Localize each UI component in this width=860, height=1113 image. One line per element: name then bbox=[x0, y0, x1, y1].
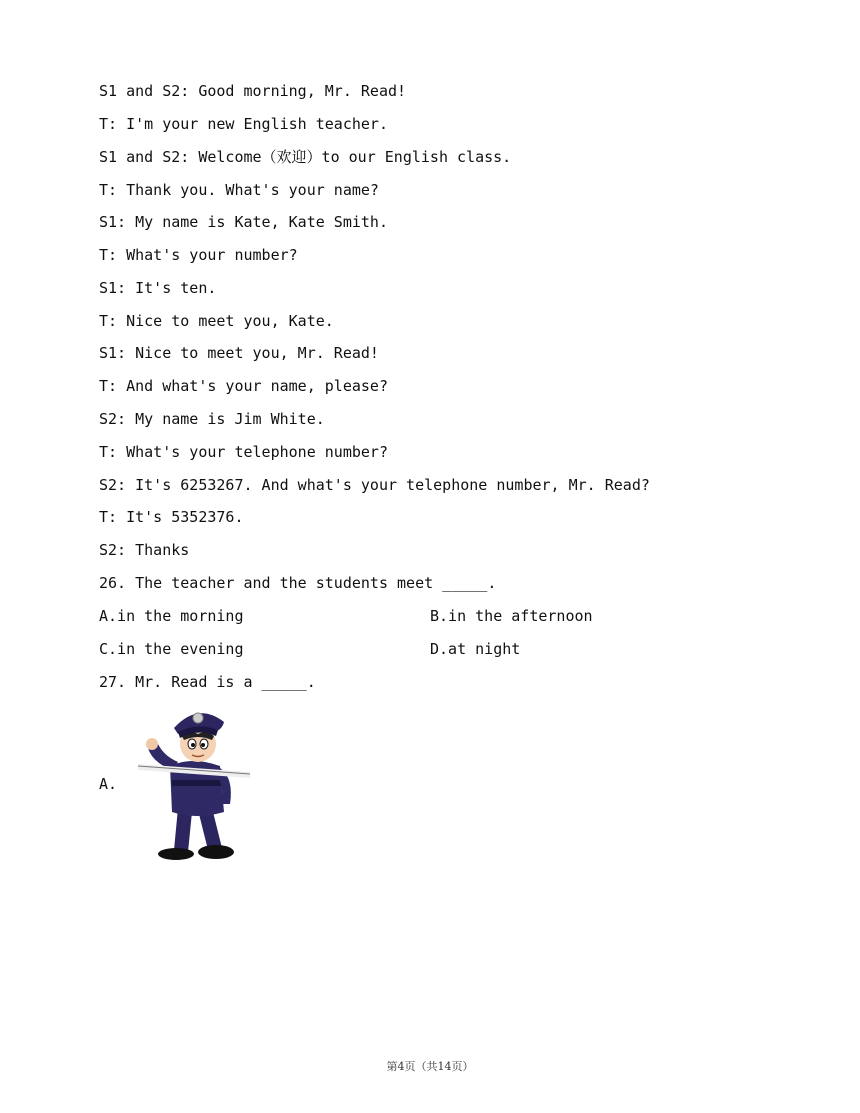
dialogue-line-2: T: I'm your new English teacher. bbox=[99, 115, 388, 133]
dialogue-line-6: T: What's your number? bbox=[99, 246, 298, 264]
question-26-option-b: B.in the afternoon bbox=[430, 607, 593, 625]
page-number: 第4页（共14页） bbox=[386, 1060, 474, 1073]
dialogue-line-9: S1: Nice to meet you, Mr. Read! bbox=[99, 344, 379, 362]
question-26-option-d: D.at night bbox=[430, 640, 521, 658]
dialogue-line-4: T: Thank you. What's your name? bbox=[99, 181, 379, 199]
dialogue-line-13: S2: It's 6253267. And what's your telephone number, Mr. Read? bbox=[99, 476, 650, 494]
dialogue-line-12: T: What's your telephone number? bbox=[99, 443, 388, 461]
dialogue-line-3: S1 and S2: Welcome（欢迎）to our English class. bbox=[99, 148, 512, 166]
question-26-option-a: A.in the morning bbox=[99, 607, 244, 625]
question-27-stem: 27. Mr. Read is a _____. bbox=[99, 673, 316, 691]
question-27-option-a-label: A. bbox=[99, 775, 118, 793]
question-26-stem: 26. The teacher and the students meet _____. bbox=[99, 574, 497, 592]
dialogue-line-5: S1: My name is Kate, Kate Smith. bbox=[99, 213, 388, 231]
dialogue-line-15: S2: Thanks bbox=[99, 541, 190, 559]
dialogue-line-11: S2: My name is Jim White. bbox=[99, 410, 325, 428]
police-officer-saluting-icon bbox=[130, 700, 260, 865]
dialogue-line-10: T: And what's your name, please? bbox=[99, 377, 388, 395]
question-26-option-c: C.in the evening bbox=[99, 640, 244, 658]
dialogue-line-7: S1: It's ten. bbox=[99, 279, 217, 297]
dialogue-line-1: S1 and S2: Good morning, Mr. Read! bbox=[99, 82, 407, 100]
dialogue-line-14: T: It's 5352376. bbox=[99, 508, 244, 526]
dialogue-line-8: T: Nice to meet you, Kate. bbox=[99, 312, 334, 330]
